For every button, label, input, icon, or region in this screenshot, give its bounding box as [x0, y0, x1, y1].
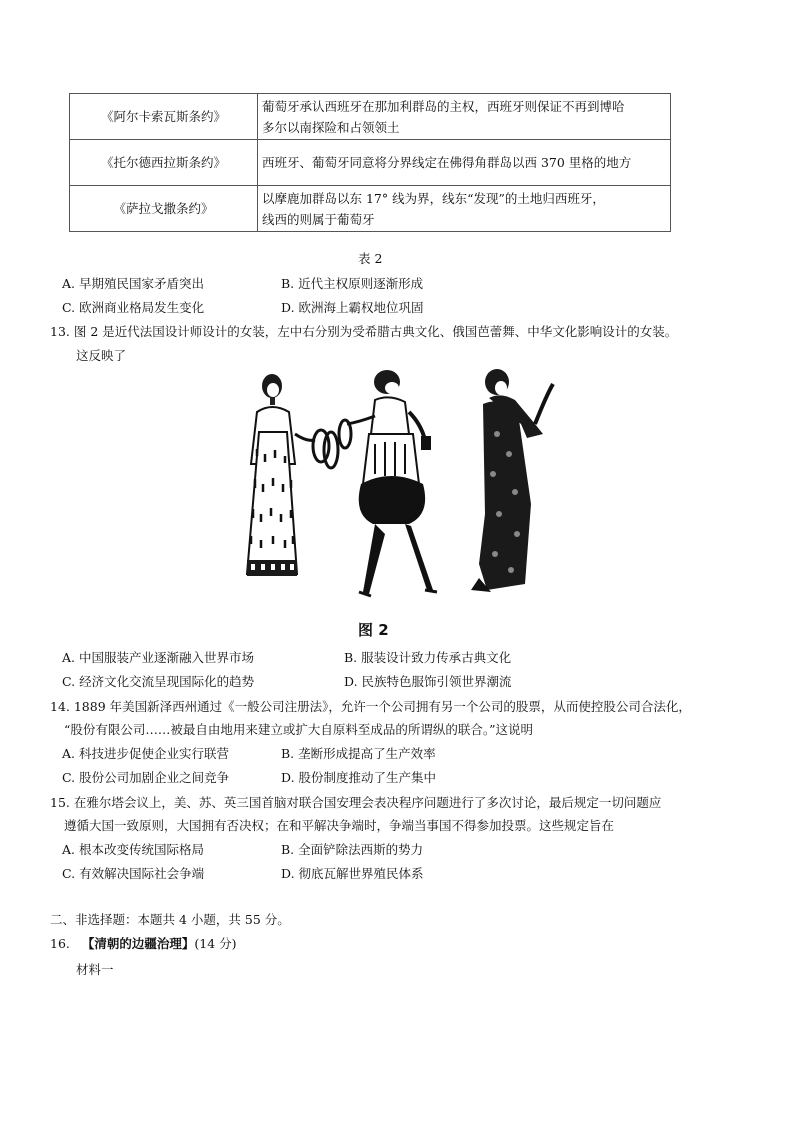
- q16-title: 【清朝的边疆治理】: [81, 936, 195, 951]
- q14-option-a[interactable]: A. 科技进步促使企业实行联营: [62, 746, 229, 761]
- greek-style-dress-figure: [247, 374, 338, 576]
- table-row: [70, 186, 671, 232]
- q12-option-d[interactable]: D. 欧洲海上霸权地位巩固: [281, 300, 424, 315]
- table-row: [70, 140, 671, 186]
- q13-stem-cont: 这反映了: [76, 348, 127, 363]
- treaty-name: 《萨拉戈撒条约》: [70, 186, 258, 232]
- q15-option-a[interactable]: A. 根本改变传统国际格局: [62, 842, 204, 857]
- q13-stem: 13. 图 2 是近代法国设计师设计的女装，左中右分别为受希腊古典文化、俄国芭蕾舞、中华文化影响设计的女装。: [50, 324, 678, 339]
- treaty-content-line: 葡萄牙承认西班牙在那加利群岛的主权，西班牙则保证不再到博哈: [262, 98, 625, 114]
- q15-option-d[interactable]: D. 彻底瓦解世界殖民体系: [281, 866, 424, 881]
- treaty-content-line: 西班牙、葡萄牙同意将分界线定在佛得角群岛以西 370 里格的地方: [262, 155, 632, 170]
- q14-stem: 14. 1889 年美国新泽西州通过《一般公司注册法》，允许一个公司拥有另一个公司的股票，从而使控股公司合法化，: [50, 699, 691, 714]
- q15-option-b[interactable]: B. 全面铲除法西斯的势力: [281, 842, 424, 857]
- table-caption: 表 2: [358, 251, 383, 266]
- q14-stem-cont: “股份有限公司……被最自由地用来建立或扩大自原料至成品的所谓纵的联合。”这说明: [64, 722, 534, 737]
- table-row: [70, 94, 671, 140]
- q12-option-b[interactable]: B. 近代主权原则逐渐形成: [281, 276, 424, 291]
- q14-option-b[interactable]: B. 垄断形成提高了生产效率: [281, 746, 436, 761]
- treaty-content-line: 线西的则属于葡萄牙: [262, 211, 375, 227]
- chinese-style-dress-figure: [471, 369, 553, 592]
- treaty-name: 《阿尔卡索瓦斯条约》: [70, 94, 258, 140]
- q15-stem: 15. 在雅尔塔会议上，美、苏、英三国首脑对联合国安理会表决程序问题进行了多次讨论，最后规定一切问题应: [50, 795, 662, 810]
- q12-option-a[interactable]: A. 早期殖民国家矛盾突出: [62, 276, 204, 291]
- q16-score: (14 分): [194, 936, 237, 951]
- q15-option-c[interactable]: C. 有效解决国际社会争端: [62, 866, 205, 881]
- treaty-content-line: 多尔以南探险和占领领土: [262, 119, 400, 135]
- treaty-content-line: 以摩鹿加群岛以东 17° 线为界，线东“发现”的土地归西班牙，: [262, 190, 605, 206]
- material-label: 材料一: [76, 962, 114, 977]
- q15-stem-cont: 遵循大国一致原则，大国拥有否决权；在和平解决争端时，争端当事国不得参加投票。这些规定旨在: [64, 818, 615, 833]
- q13-option-a[interactable]: A. 中国服装产业逐渐融入世界市场: [62, 650, 254, 665]
- q13-option-c[interactable]: C. 经济文化交流呈现国际化的趋势: [62, 674, 255, 689]
- section-heading: 二、非选择题：本题共 4 小题，共 55 分。: [50, 912, 290, 927]
- q12-option-c[interactable]: C. 欧洲商业格局发生变化: [62, 300, 205, 315]
- treaty-content: [258, 186, 671, 232]
- q13-option-b[interactable]: B. 服装设计致力传承古典文化: [344, 650, 512, 665]
- fashion-illustration: [235, 364, 565, 604]
- q13-option-d[interactable]: D. 民族特色服饰引领世界潮流: [344, 674, 512, 689]
- treaty-content: [258, 140, 671, 186]
- q14-option-d[interactable]: D. 股份制度推动了生产集中: [281, 770, 437, 785]
- ballet-style-dress-figure: [339, 370, 437, 596]
- treaty-table: [69, 93, 671, 232]
- q14-option-c[interactable]: C. 股份公司加剧企业之间竞争: [62, 770, 230, 785]
- q16-number: 16.: [50, 936, 70, 951]
- figure-caption: 图 2: [358, 621, 389, 639]
- q16-heading: [50, 934, 237, 952]
- treaty-content: [258, 94, 671, 140]
- treaty-name: 《托尔德西拉斯条约》: [70, 140, 258, 186]
